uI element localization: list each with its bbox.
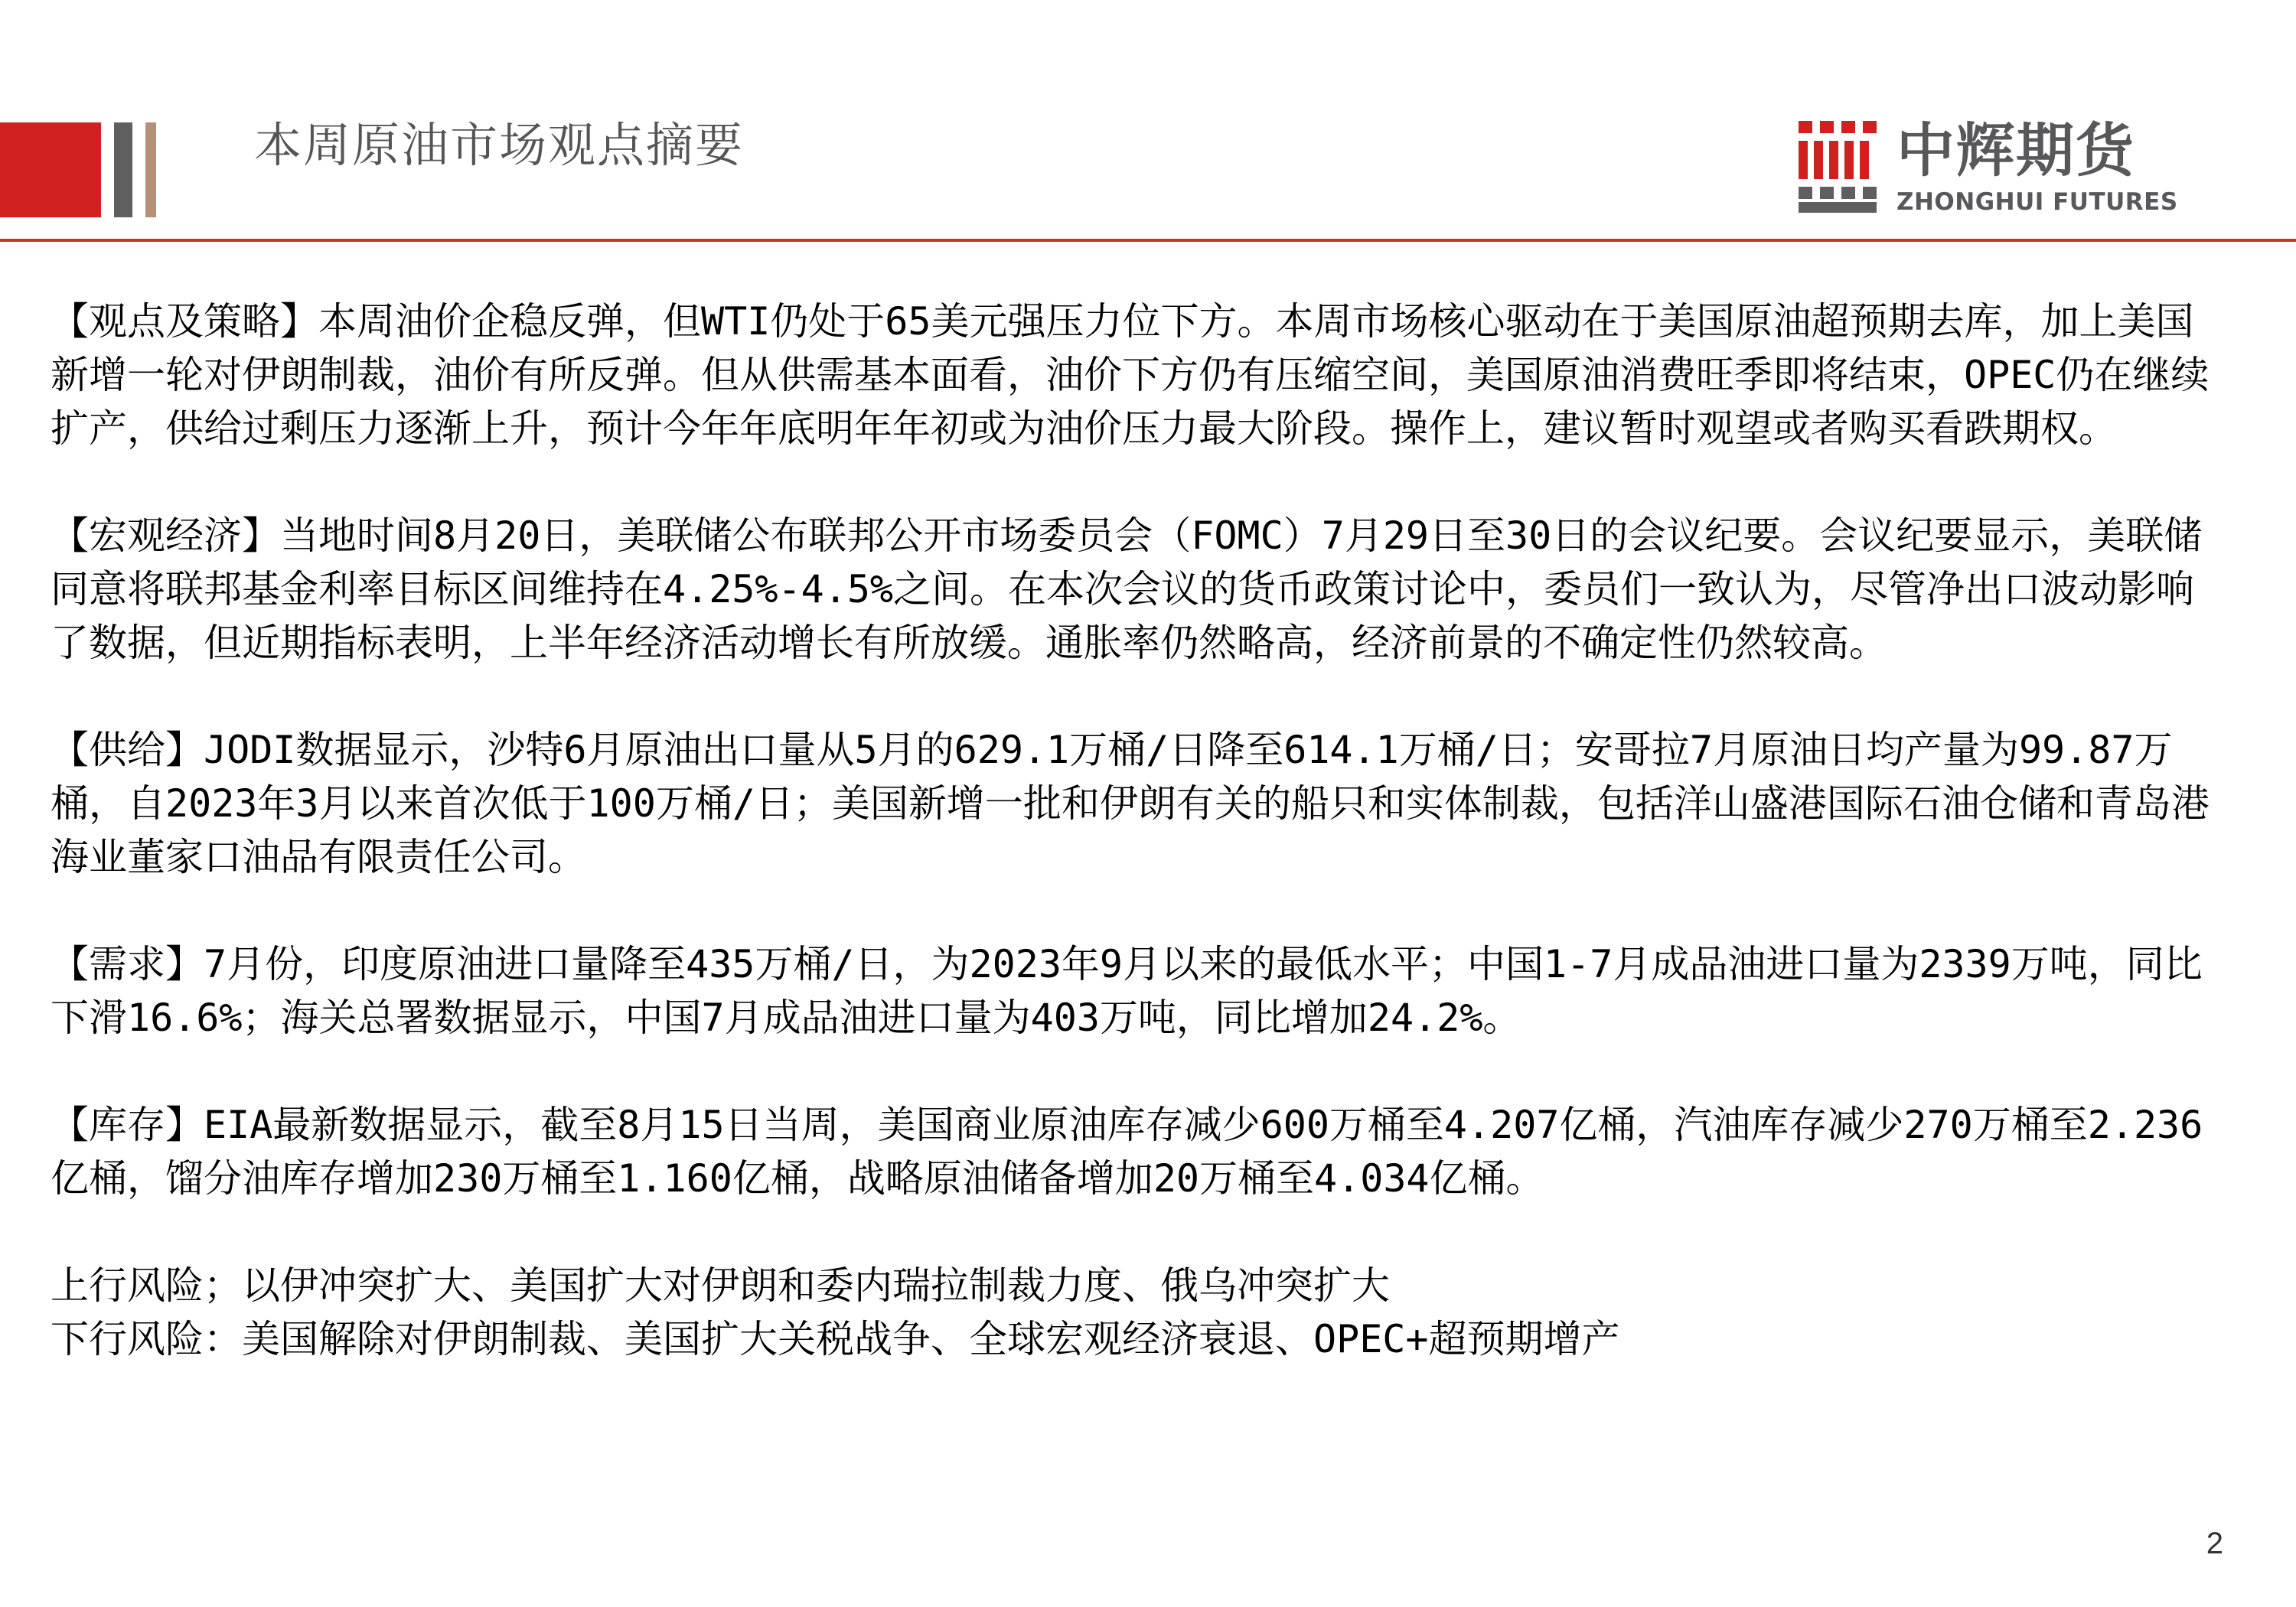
inventory-paragraph: 【库存】EIA最新数据显示，截至8月15日当周，美国商业原油库存减少600万桶至4.207亿桶，汽油库存减少270万桶至2.236亿桶，馏分油库存增加230万桶至1.160亿桶，战略原油储备增加20万桶至4.034亿桶。 [51, 1103, 2203, 1201]
tan-accent-bar [145, 122, 156, 217]
red-accent-block [0, 122, 101, 217]
main-content [51, 295, 2228, 1366]
company-logo [1799, 115, 2178, 222]
page-header [0, 0, 2296, 245]
supply-paragraph: 【供给】JODI数据显示，沙特6月原油出口量从5月的629.1万桶/日降至614.1万桶/日；安哥拉7月原油日均产量为99.87万桶，自2023年3月以来首次低于100万桶/日；美国新增一批和伊朗有关的船只和实体制裁，包括洋山盛港国际石油仓储和青岛港海业董家口油品有限责任公司。 [51, 728, 2210, 879]
macro-paragraph: 【宏观经济】当地时间8月20日，美联储公布联邦公开市场委员会（FOMC）7月29日至30日的会议纪要。会议纪要显示，美联储同意将联邦基金利率目标区间维持在4.25%-4.5%之间。在本次会议的货币政策讨论中，委员们一致认为，尽管净出口波动影响了数据，但近期指标表明，上半年经济活动增长有所放缓。通胀率仍然略高，经济前景的不确定性仍然较高。 [51, 513, 2203, 665]
upside-risk: 上行风险；以伊冲突扩大、美国扩大对伊朗和委内瑞拉制裁力度、俄乌冲突扩大 [51, 1263, 1390, 1308]
logo-grid-icon [1799, 121, 1878, 214]
logo-chinese-name: 中辉期货 [1896, 116, 2135, 184]
strategy-paragraph: 【观点及策略】本周油价企稳反弹，但WTI仍处于65美元强压力位下方。本周市场核心驱动在于美国原油超预期去库，加上美国新增一轮对伊朗制裁，油价有所反弹。但从供需基本面看，油价下方仍有压缩空间，美国原油消费旺季即将结束，OPEC仍在继续扩产，供给过剩压力逐渐上升，预计今年年底明年年初或为油价压力最大阶段。操作上，建议暂时观望或者购买看跌期权。 [51, 299, 2210, 451]
gray-accent-bar [114, 122, 132, 217]
page-title: 本周原油市场观点摘要 [254, 117, 745, 173]
header-divider [0, 239, 2296, 242]
page-number: 2 [2206, 1527, 2223, 1560]
demand-paragraph: 【需求】7月份，印度原油进口量降至435万桶/日，为2023年9月以来的最低水平；中国1-7月成品油进口量为2339万吨，同比下滑16.6%；海关总署数据显示，中国7月成品油进口量为403万吨，同比增加24.2%。 [51, 942, 2203, 1040]
downside-risk: 下行风险：美国解除对伊朗制裁、美国扩大关税战争、全球宏观经济衰退、OPEC+超预期增产 [51, 1317, 1620, 1361]
logo-english-name: ZHONGHUI FUTURES [1896, 188, 2178, 216]
